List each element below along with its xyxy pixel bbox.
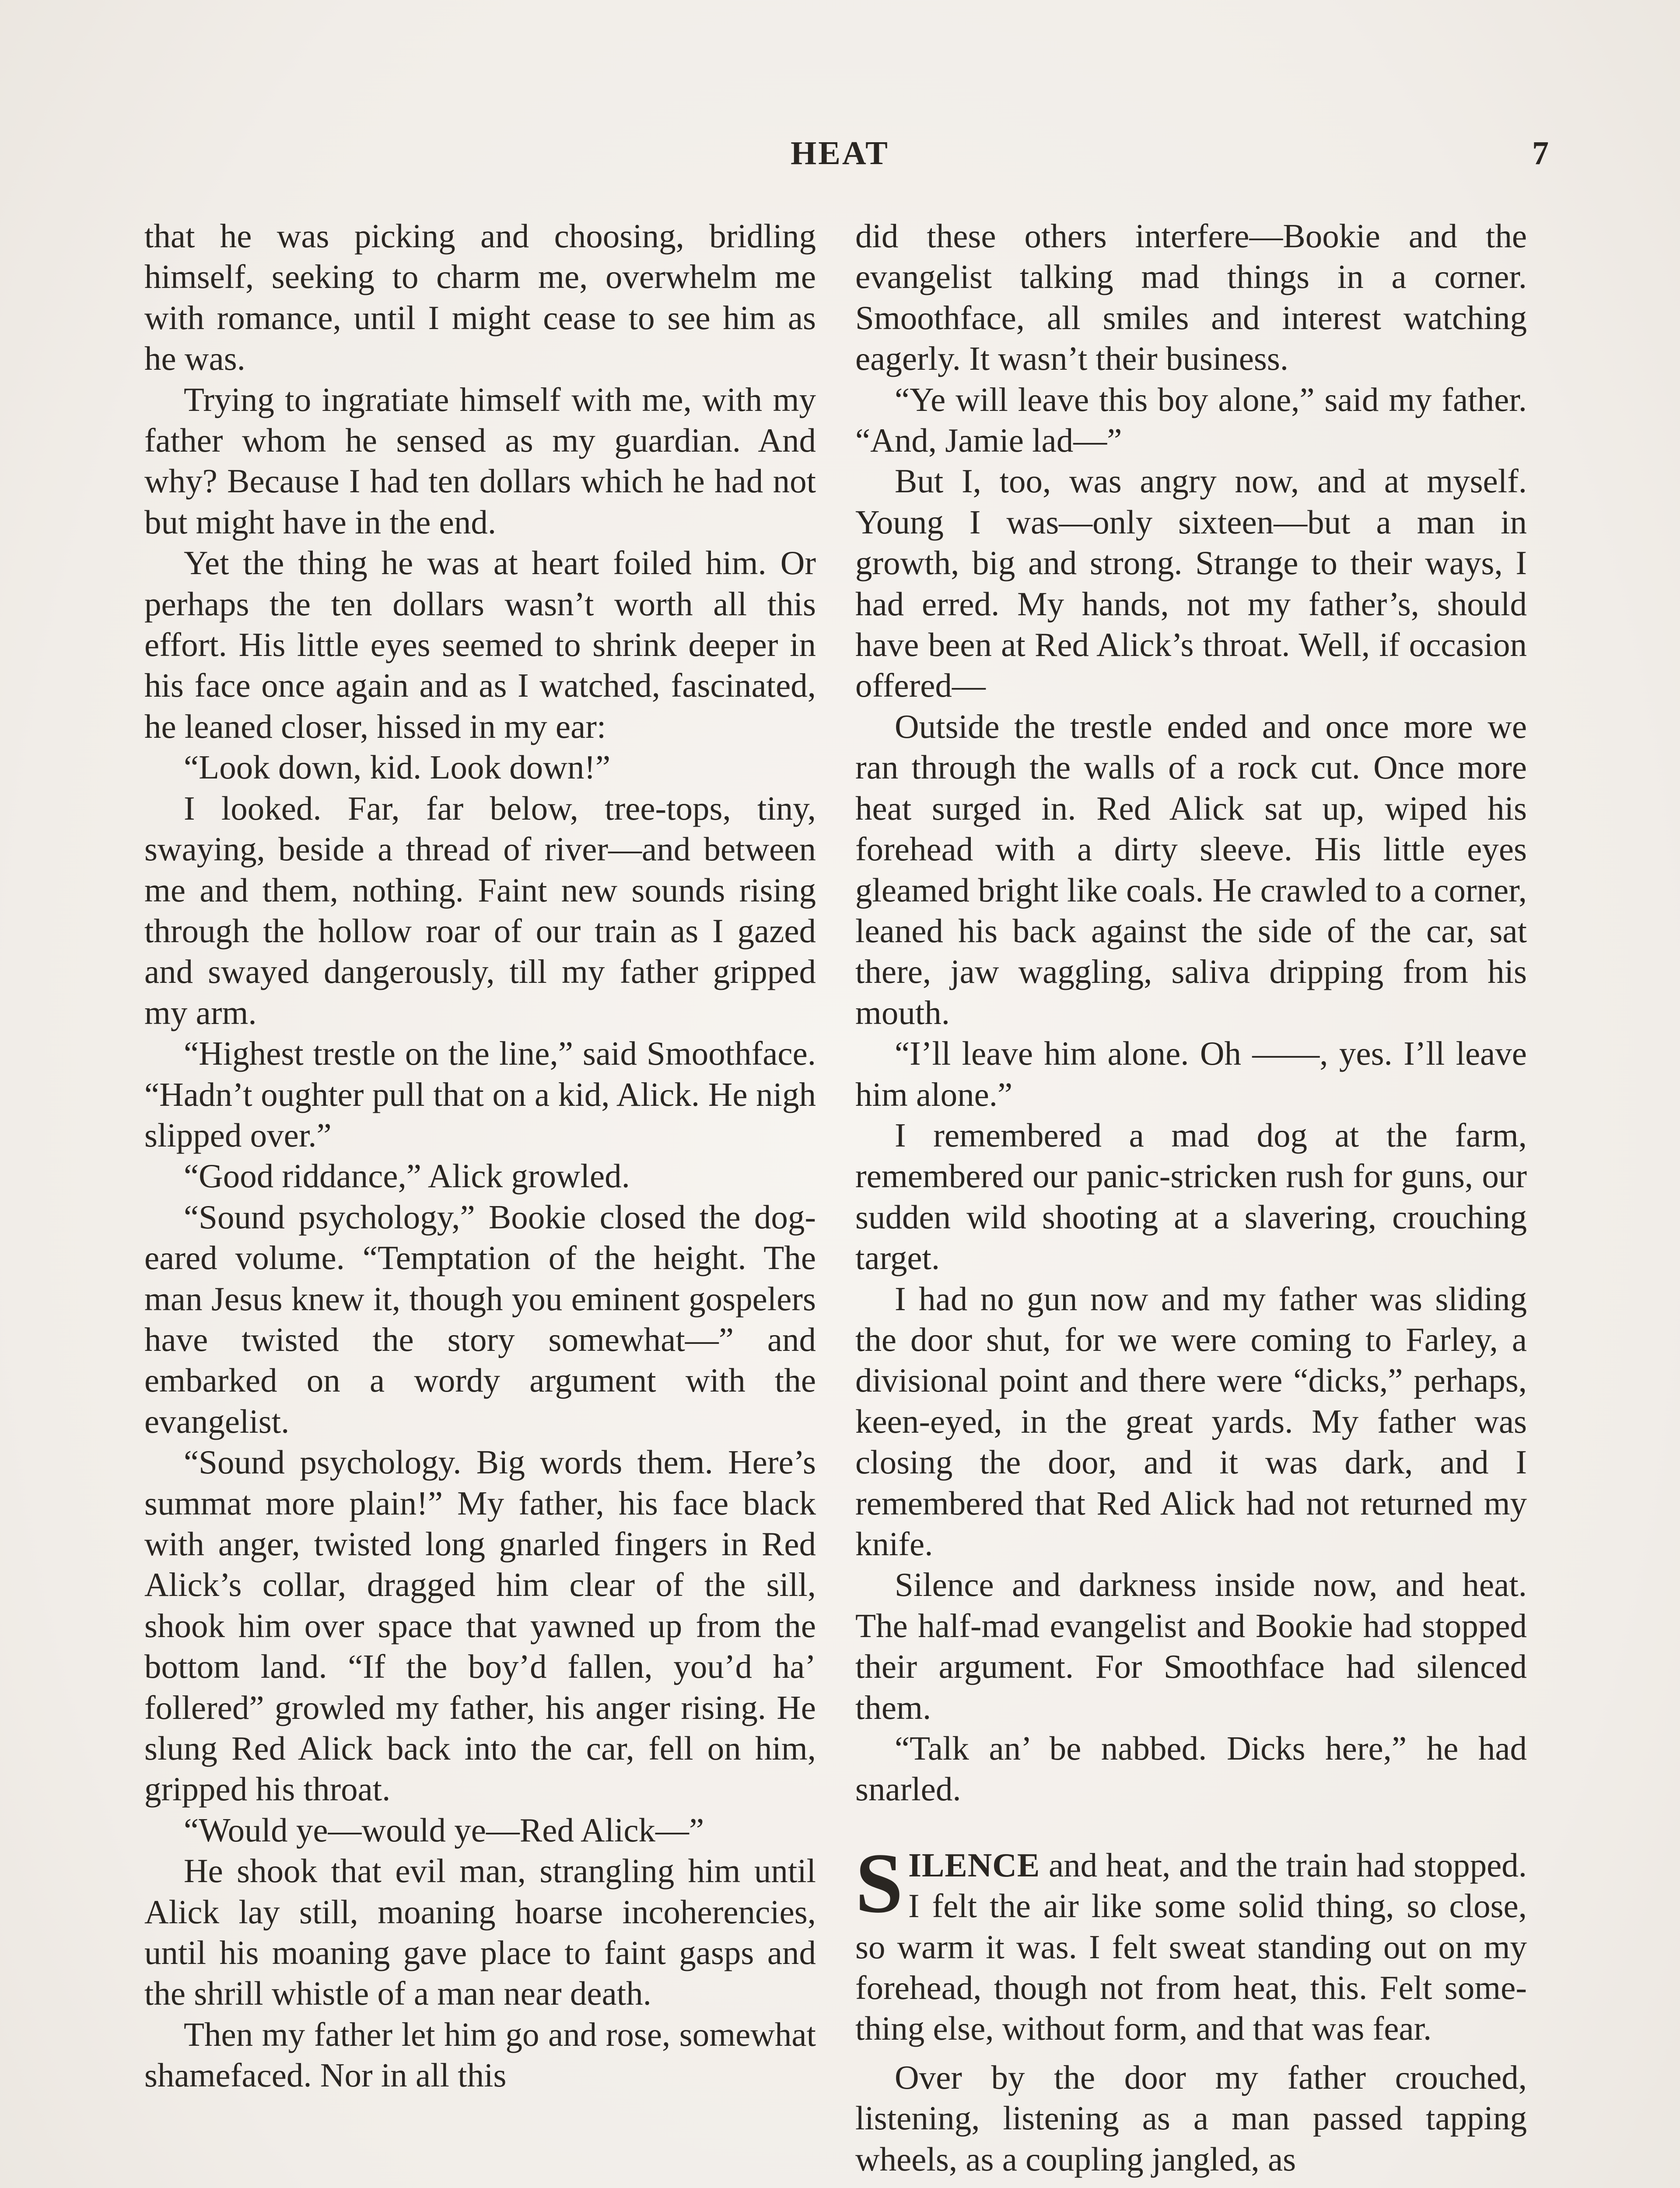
running-header [0, 127, 1680, 179]
paragraph: He shook that evil man, strangling him until Alick lay still, moaning hoarse incoherencies, until his moaning gave place to faint gasps and the shrill whistle of a man near death. [144, 1852, 816, 2013]
paragraph: I had no gun now and my father was sliding the door shut, for we were coming to Farley, a divisional point and there were “dicks,” perhaps, keen-eyed, in the great yards. My father was closing the door, and it was dark, and I remembered that Red Alick had not returned my knife. [855, 1280, 1527, 1563]
paragraph: “Sound psychology. Big words them. Here’s summat more plain!” My father, his face black with anger, twisted long gnarled fingers in Red Alick’s collar, dragged him clear of the sill, shook him over space that yawned up from the bottom land. “If the boy’d fallen, you’d ha’ follered” growled my father, his anger rising. He slung Red Alick back into the car, fell on him, gripped his throat. [144, 1443, 816, 1808]
paragraph: But I, too, was angry now, and at myself. Young I was—only sixteen—but a man in growth, big and strong. Strange to their ways, I had erred. My hands, not my father’s, should have been at Red Alick’s throat. Well, if occasion offered— [855, 462, 1527, 705]
paragraph: “Look down, kid. Look down!” [184, 748, 611, 786]
paragraph: “Would ye—would ye—Red Alick—” [184, 1811, 704, 1849]
paragraph: “Good riddance,” Alick growled. [184, 1157, 630, 1195]
paragraph: that he was picking and choosing, bridling himself, seeking to charm me, overwhelm me with romance, until I might cease to see him as he was. [144, 217, 816, 378]
paragraph: “Highest trestle on the line,” said Smoothface. “Hadn’t oughter pull that on a kid, Alick. He nigh slipped over.” [144, 1034, 816, 1154]
paragraph: I looked. Far, far below, tree-tops, tiny, swaying, beside a thread of river—and between me and them, nothing. Faint new sounds rising through the hollow roar of our train as I gazed and swayed dangerously, till my father gripped my arm. [144, 789, 816, 1031]
paragraph: “Sound psychology,” Bookie closed the dog-eared volume. “Temptation of the height. The man Jesus knew it, though you eminent gospelers have twisted the story somewhat—” and embarked on a wordy argument with the evangelist. [144, 1198, 816, 1440]
paragraph-text: and heat, and the train had stopped. I felt the air like some solid thing, so close, so warm it was. I felt sweat standing out on my forehead, though not from heat, this. Felt something else, without form, and that was fear. [855, 1846, 1527, 2048]
small-caps-lead: ILENCE [908, 1846, 1040, 1884]
paragraph: Outside the trestle ended and once more we ran through the walls of a rock cut. Once more heat surged in. Red Alick sat up, wiped his forehead with a dirty sleeve. His little eyes gleamed bright like coals. He crawled to a corner, leaned his back against the side of the car, sat there, jaw waggling, saliva dripping from his mouth. [855, 707, 1527, 1031]
running-title: HEAT [791, 135, 889, 172]
paragraph: Trying to ingratiate himself with me, with my father whom he sensed as my guardian. And why? Because I had ten dollars which he had not but might have in the end. [144, 380, 816, 541]
paragraph: I remembered a mad dog at the farm, remembered our panic-stricken rush for guns, our sudden wild shooting at a slavering, crouching target. [855, 1116, 1527, 1277]
paragraph: Then my father let him go and rose, somewhat shamefaced. Nor in all this [144, 2015, 816, 2094]
paragraph: “Talk an’ be nabbed. Dicks here,” he had snarled. [855, 1729, 1527, 1808]
paragraph: Silence and darkness inside now, and heat. The half-mad evangelist and Bookie had stopped their argument. For Smoothface had silenced them. [855, 1566, 1527, 1726]
paragraph: “I’ll leave him alone. Oh ——, yes. I’ll leave him alone.” [855, 1034, 1527, 1113]
right-column [855, 216, 1527, 2180]
paragraph: did these others interfere—Bookie and the evangelist talking mad things in a corner. Smoothface, all smiles and interest watching eagerly. It wasn’t their business. [855, 217, 1527, 378]
left-column [144, 216, 816, 2096]
paragraph: Yet the thing he was at heart foiled him. Or perhaps the ten dollars wasn’t worth all this effort. His little eyes seemed to shrink deeper in his face once again and as I watched, fascinated, he leaned closer, hissed in my ear: [144, 544, 816, 745]
paragraph: Over by the door my father crouched, listening, listening as a man passed tapping wheels, as a coupling jangled, as [855, 2058, 1527, 2178]
page-number: 7 [1532, 135, 1549, 172]
drop-cap: S [855, 1835, 903, 1931]
paragraph: “Ye will leave this boy alone,” said my father. “And, Jamie lad—” [855, 380, 1527, 459]
section-opening-paragraph [855, 1835, 1527, 2049]
